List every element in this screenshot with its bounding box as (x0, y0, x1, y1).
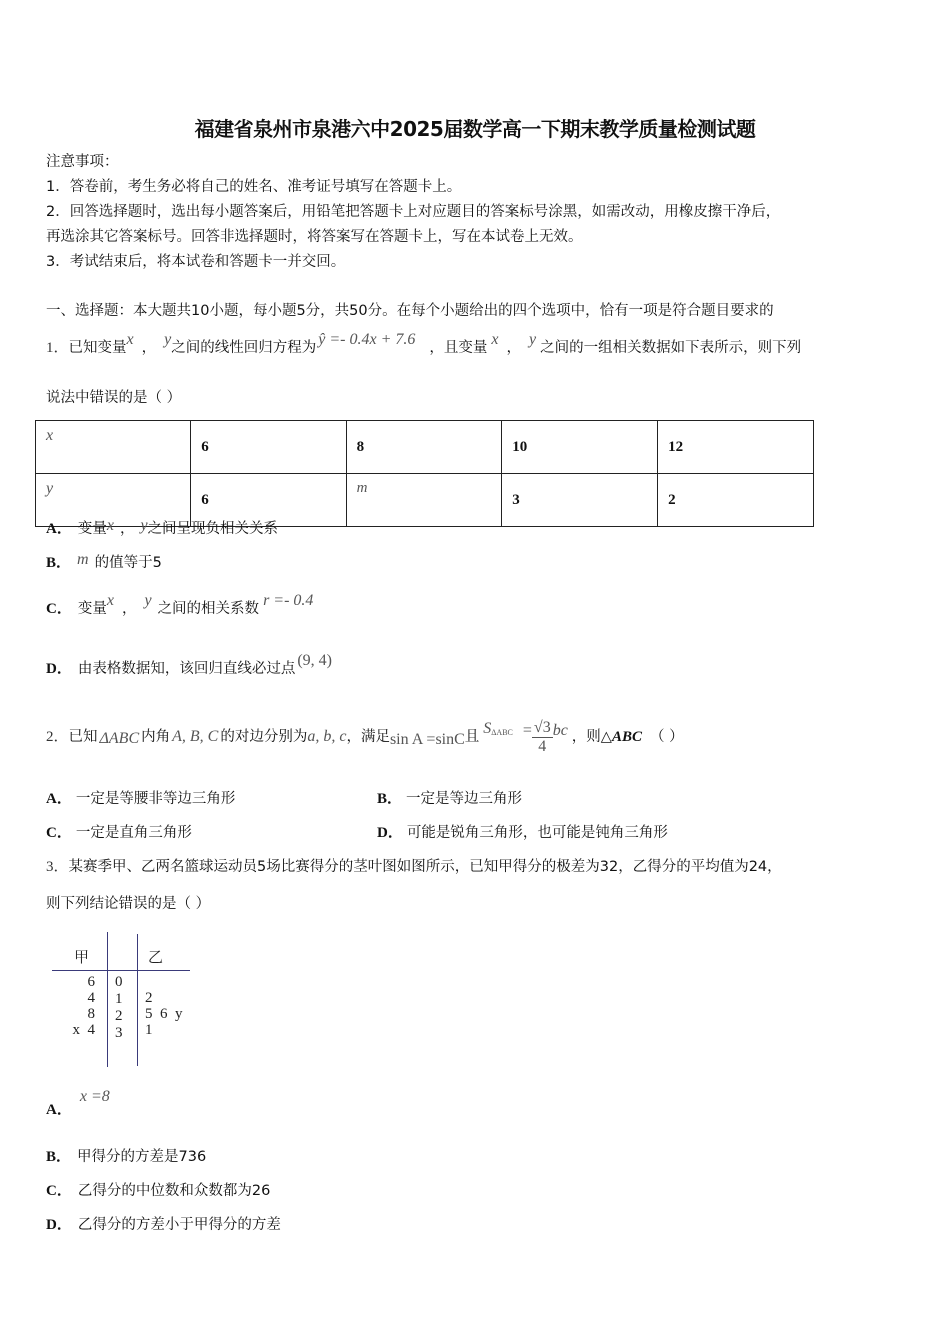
text: 的对边分别为 (220, 729, 308, 745)
text: 的值等于5 (94, 555, 162, 571)
q1-option-b (46, 553, 162, 573)
option-text: 可能是锐角三角形，也可能是钝角三角形 (406, 825, 668, 841)
option-text: 一定是等边三角形 (406, 791, 523, 807)
option-label: D． (46, 1217, 72, 1233)
stem: 0 (115, 974, 123, 990)
question-2 (46, 712, 684, 762)
q3-option-c (46, 1181, 270, 1201)
fraction-denominator: 4 (538, 737, 547, 755)
math-y: y (164, 331, 172, 348)
stem: 3 (115, 1025, 123, 1041)
text: 变量 (77, 521, 107, 537)
math-sides: a, b, c (307, 728, 347, 745)
data-table (35, 420, 814, 527)
q2-option-c (46, 823, 192, 843)
text: 且 (464, 729, 480, 745)
option-label: B． (46, 1149, 72, 1165)
math-abc: ABC (611, 729, 642, 745)
q3-option-b (46, 1147, 206, 1167)
math-bc: bc (552, 722, 568, 739)
text: ， (121, 601, 137, 617)
q1-option-a (46, 519, 278, 539)
table-cell: 2 (658, 474, 814, 527)
math-y: y (144, 592, 152, 609)
point-coordinates: (9, 4) (297, 652, 332, 669)
table-cell: 10 (502, 421, 658, 474)
header-yi: 乙 (148, 950, 164, 966)
notice-item-2-cont: 再选涂其它答案标号。回答非选择题时，将答案写在答题卡上，写在本试卷上无效。 (46, 229, 583, 245)
header-jia: 甲 (74, 950, 90, 966)
q3-option-a (46, 1088, 110, 1120)
math-condition: sin A =sinC (389, 731, 465, 748)
fraction (532, 719, 553, 756)
text: 之间呈现负相关关系 (147, 521, 279, 537)
text: ， (506, 340, 521, 356)
text: ，则△ (571, 729, 612, 745)
option-label: D． (46, 661, 72, 677)
table-cell: 8 (346, 421, 502, 474)
option-text: 一定是等腰非等边三角形 (75, 791, 236, 807)
text: 之间的线性回归方程为 (171, 340, 317, 356)
text: 内角 (141, 729, 171, 745)
text: （ ） (649, 729, 684, 745)
option-label: D． (377, 825, 403, 841)
math-triangle: ΔABC (99, 730, 140, 747)
option-label: B． (377, 791, 403, 807)
question-number: 3． (46, 859, 69, 875)
option-label: A． (46, 521, 72, 537)
question-3-line-1 (46, 857, 782, 877)
text: 已知变量 (68, 340, 127, 356)
text: 某赛季甲、乙两名篮球运动员5场比赛得分的茎叶图如图所示，已知甲得分的极差为32，乙得分的平均值为24， (68, 859, 782, 875)
stem: 2 (115, 1008, 123, 1024)
option-text: 甲得分的方差是736 (77, 1149, 207, 1165)
math-x: x (491, 331, 499, 348)
divider (137, 934, 138, 1066)
math-equals: = (522, 722, 532, 739)
text: ，且变量 (429, 340, 488, 356)
option-label: C． (46, 1183, 72, 1199)
option-text: 一定是直角三角形 (75, 825, 192, 841)
fraction-numerator: √3 (533, 718, 551, 736)
option-text: 乙得分的方差小于甲得分的方差 (77, 1217, 281, 1233)
table-cell: y (36, 474, 191, 527)
leaf: 8 (87, 1006, 95, 1022)
option-label: C． (46, 825, 72, 841)
section-heading: 一、选择题：本大题共10小题，每小题5分，共50分。在每个小题给出的四个选项中，恰有一项是符合题目要求的 (46, 303, 774, 319)
table-cell: 6 (191, 474, 346, 527)
text: 变量 (77, 601, 107, 617)
leaf: 6 (87, 974, 95, 990)
question-1-line-2: 说法中错误的是（ ） (46, 390, 182, 406)
divider (52, 970, 190, 971)
text: 已知 (68, 729, 98, 745)
option-text: 乙得分的中位数和众数都为26 (77, 1183, 271, 1199)
leaf: x 4 (72, 1022, 95, 1038)
leaf: 1 (145, 1022, 153, 1038)
q2-option-d (377, 823, 668, 843)
question-3-line-2: 则下列结论错误的是（ ） (46, 896, 211, 912)
regression-equation: ŷ =- 0.4x + 7.6 (318, 331, 416, 348)
math-area-subscript: ΔABC (491, 728, 513, 737)
option-label: C． (46, 601, 72, 617)
math-x: x (126, 331, 134, 348)
q3-option-d (46, 1215, 281, 1235)
leaf: 5 6 y (145, 1006, 183, 1022)
notice-item-3: 3．考试结束后，将本试卷和答题卡一并交回。 (46, 254, 346, 270)
divider (107, 932, 108, 1067)
math-x: x (106, 517, 114, 534)
text: 之间的一组相关数据如下表所示，则下列 (540, 340, 802, 356)
q1-option-d (46, 652, 332, 679)
notice-item-2: 2．回答选择题时，选出每小题答案后，用铅笔把答题卡上对应题目的答案标号涂黑，如需改动，用橡皮擦干净后， (46, 204, 781, 220)
option-label: B． (46, 555, 72, 571)
leaf: 4 (87, 990, 95, 1006)
text: ， (141, 340, 157, 356)
leaf: 2 (145, 990, 153, 1006)
notice-item-1: 1．答卷前，考生务必将自己的姓名、准考证号填写在答题卡上。 (46, 179, 462, 195)
question-number: 2． (46, 729, 69, 745)
q2-option-b (377, 789, 522, 809)
notice-heading: 注意事项： (46, 154, 119, 170)
table-cell: 3 (502, 474, 658, 527)
page-title: 福建省泉州市泉港六中2025届数学高一下期末教学质量检测试题 (194, 117, 756, 141)
correlation-coefficient: r =- 0.4 (263, 592, 314, 609)
table-row (36, 421, 814, 474)
math-m: m (77, 551, 89, 568)
table-cell: x (36, 421, 191, 474)
math-x-equals: x =8 (79, 1088, 110, 1105)
table-cell: 12 (658, 421, 814, 474)
q1-option-c (46, 592, 314, 619)
stem: 1 (115, 991, 123, 1007)
option-label: A． (46, 1102, 72, 1118)
q2-option-a (46, 789, 235, 809)
math-x: x (106, 592, 114, 609)
question-1-line-1 (46, 331, 802, 358)
math-area: S (483, 720, 492, 737)
question-number: 1． (46, 340, 69, 356)
math-angles: A, B, C (172, 728, 219, 745)
math-y: y (528, 331, 537, 348)
table-cell: 6 (191, 421, 346, 474)
math-y: y (140, 517, 148, 534)
option-label: A． (46, 791, 72, 807)
text: ，满足 (346, 729, 390, 745)
text: 由表格数据知，该回归直线必过点 (77, 661, 296, 677)
table-cell: m (346, 474, 502, 527)
text: 之间的相关系数 (157, 601, 260, 617)
stem-leaf-plot (50, 932, 200, 1072)
text: ， (119, 521, 135, 537)
